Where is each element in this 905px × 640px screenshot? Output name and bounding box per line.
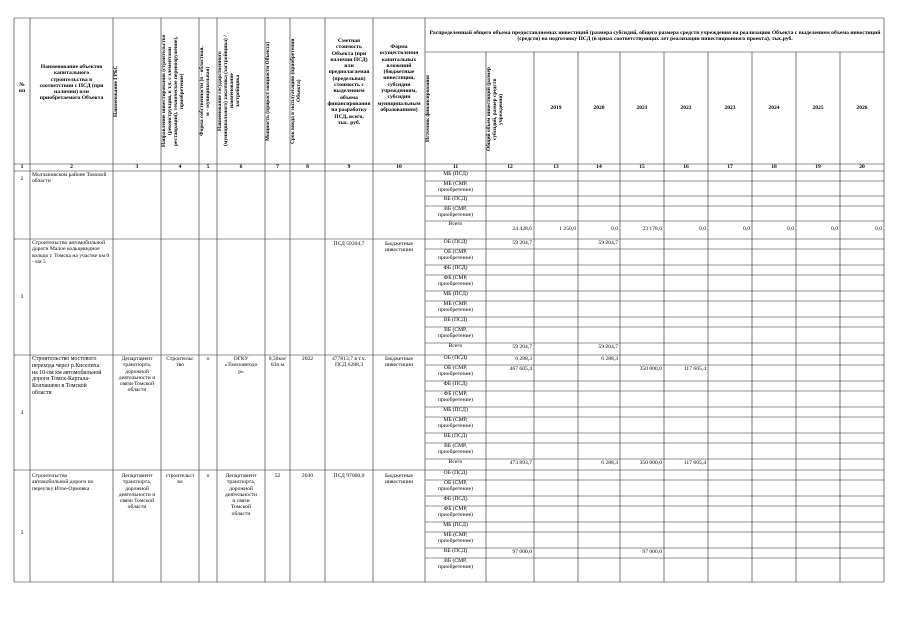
- header-investment-form: Форма осуществления капитальных вложений (бюджетные инвестиции, субсидии учреждениям, субсидии муниципальным образованиям): [377, 44, 421, 113]
- column-number: 13: [553, 164, 559, 170]
- block3-investment-form: Бюджетные инвестиции: [384, 356, 414, 369]
- header-estimate: Сметная стоимость Объекта (при наличии ПСД) или предполагаемая (предельная) стоимость с выделением объема финансирования на разработку ПСД, всего, тыс. руб.: [327, 38, 371, 126]
- year-header-2023: 2023: [724, 105, 736, 111]
- total-cell: 0,0: [787, 226, 794, 232]
- source-label: ВБ (ПСД): [443, 548, 468, 554]
- total-cell: 0,0: [831, 226, 838, 232]
- header-total-volume: Общий объем инвестиций (размер субсидий, размер средств учреждения): [486, 67, 504, 151]
- block4-number: 5: [20, 530, 24, 536]
- column-number: 7: [276, 164, 279, 170]
- total-cell: 0,0: [699, 226, 706, 232]
- value-cell: 350 000,0: [639, 460, 662, 466]
- source-label: ВБ (СМР, приобретение): [438, 206, 473, 218]
- header-source: Источник финансирования: [425, 75, 431, 143]
- value-cell: 117 605,4: [683, 366, 706, 372]
- value-cell: 6 288,3: [601, 460, 618, 466]
- column-number: 9: [347, 164, 351, 170]
- block3-capacity: 0,50км/ 63п.м: [268, 356, 287, 369]
- block3-estimate: 477813,7 в т.ч. ПСД 6288,3: [331, 356, 367, 369]
- source-label: ФБ (ПСД): [443, 496, 468, 502]
- column-number: 8: [306, 164, 309, 170]
- source-label: МБ (СМР, приобретение): [438, 301, 473, 313]
- source-label: МБ (СМР, приобретение): [438, 181, 473, 193]
- block4-estimate: ПСД 97000,0: [333, 473, 365, 479]
- source-label: МБ (СМР, приобретение): [438, 417, 473, 429]
- source-label: ВБ (ПСД): [443, 433, 468, 439]
- header-ownership: Форма собственности (в - областная, м - муниципальная): [199, 46, 211, 136]
- header-commissioning: Срок ввода в эксплуатацию (приобретения Объекта): [290, 38, 302, 144]
- column-number: 1: [20, 164, 24, 170]
- block2-estimate: ПСД 59204,7: [333, 241, 365, 247]
- block3-direction: Строительс тво: [166, 356, 194, 369]
- year-header-2020: 2020: [593, 105, 605, 111]
- source-label: ФБ (ПСД): [443, 265, 468, 271]
- year-header-2025: 2025: [812, 105, 824, 111]
- source-label: ФБ (СМР, приобретение): [438, 506, 473, 518]
- source-label: ОБ (ПСД): [443, 239, 468, 245]
- source-label: ОБ (СМР, приобретение): [438, 480, 473, 492]
- value-cell: 59 204,7: [512, 344, 532, 350]
- value-cell: 350 000,0: [639, 366, 662, 372]
- total-cell: 0,0: [875, 226, 882, 232]
- block4-customer: Департамент транспорта, дорожной деятельности и связи Томской области: [224, 473, 258, 517]
- block3-year: 2022: [301, 356, 314, 362]
- source-label: ОБ (СМР, приобретение): [438, 365, 473, 377]
- block3-grbs: Департамент транспорта, дорожной деятельности и связи Томской области: [118, 356, 156, 394]
- year-header-2021: 2021: [636, 105, 648, 111]
- block4-direction: строительст во: [165, 473, 195, 486]
- year-header-2026: 2026: [856, 105, 868, 111]
- source-label: Всего: [448, 343, 463, 349]
- total-cell: 0,0: [743, 226, 750, 232]
- block4-object-name: Строительство автомобильной дороги по переулку Итое-Ормовка: [32, 473, 94, 492]
- column-number: 2: [70, 164, 73, 170]
- block4-year: 2030: [301, 473, 314, 479]
- total-cell: 23 178,6: [642, 226, 662, 232]
- source-label: ОБ (СМР, приобретение): [438, 249, 473, 261]
- value-cell: 6 288,3: [515, 356, 532, 362]
- source-label: ОБ (ПСД): [443, 470, 468, 476]
- year-header-2019: 2019: [550, 105, 562, 111]
- column-number: 16: [683, 164, 689, 170]
- column-number: 4: [178, 164, 182, 170]
- header-capacity: Мощность (прирост мощности Объекта): [265, 41, 271, 141]
- block4-investment-form: Бюджетные инвестиции: [384, 473, 414, 486]
- block3-number: 4: [20, 410, 24, 416]
- value-cell: 467 605,4: [509, 366, 532, 372]
- block1-number: 2: [20, 176, 24, 182]
- block4-capacity: 52: [274, 473, 281, 479]
- block4-ownership: о: [206, 473, 210, 479]
- block1-object-name: Молчановском районе Томской области: [32, 172, 107, 185]
- source-label: ФБ (ПСД): [443, 381, 468, 387]
- header-number: № пп: [18, 82, 26, 95]
- block2-investment-form: Бюджетные инвестиции: [384, 241, 414, 254]
- source-label: МБ (СМР, приобретение): [438, 532, 473, 544]
- source-label: Всего: [448, 221, 463, 227]
- column-number: 19: [815, 164, 821, 170]
- value-cell: 473 893,7: [509, 460, 532, 466]
- column-number: 15: [639, 164, 645, 170]
- source-label: ВБ (СМР, приобретение): [438, 327, 473, 339]
- block2-object-name: Строительство автомобильной дороги Малое кольцевидное кольцо г. Томска на участке км 0 - км 5: [32, 240, 110, 265]
- block2-number: 3: [20, 294, 24, 300]
- source-label: Всего: [448, 459, 463, 465]
- source-label: МБ (ПСД): [443, 407, 468, 413]
- value-cell: 97 000,0: [642, 549, 662, 555]
- source-label: ФБ (СМР, приобретение): [438, 391, 473, 403]
- column-number: 18: [771, 164, 777, 170]
- source-label: МБ (ПСД): [443, 522, 468, 528]
- year-header-2022: 2022: [680, 105, 692, 111]
- block4-grbs: Департамент транспорта, дорожной деятельности и связи Томской области: [118, 473, 156, 511]
- column-number: 6: [239, 164, 243, 170]
- header-object-name: Наименование объектов капитального строительства в соответствии с ПСД (при наличии) или приобретаемого Объекта: [39, 64, 104, 102]
- value-cell: 6 288,3: [601, 356, 618, 362]
- total-cell: 1 250,0: [559, 226, 576, 232]
- header-distribution: Распределенный общего объема предоставляемых инвестиций (размера субсидий, общего размера средств учреждения на реализацию Объекта с выделением объема инвестиций (средств) на подготовку ПСД (в ценах соответствующих лет реализации инвестиционного проекта), тыс.руб.: [429, 30, 881, 43]
- value-cell: 117 605,4: [683, 460, 706, 466]
- block3-ownership: о: [206, 356, 210, 362]
- source-label: ВБ (СМР, приобретение): [438, 443, 473, 455]
- block3-customer: ОГКУ «Томскавтодо р»: [224, 356, 258, 375]
- column-number: 3: [135, 164, 139, 170]
- header-grbs: Наименование ГРБС: [113, 65, 119, 117]
- column-number: 20: [859, 164, 865, 170]
- value-cell: 59 204,7: [598, 240, 618, 246]
- year-header-2024: 2024: [768, 105, 780, 111]
- column-number: 12: [507, 164, 513, 170]
- block3-object-name: Строительство мостового перехода через р.Киселиха на 10-ом км автомобильной дороги Томск-Каргала- Колпашево в Томской области: [32, 356, 102, 396]
- source-label: ВБ (ПСД): [443, 317, 468, 323]
- source-label: МБ (ПСД): [443, 291, 468, 297]
- header-customer: Наименование государственного (муниципального) заказчика (застройщика) / наименование застройщика: [217, 35, 241, 147]
- value-cell: 97 000,0: [512, 549, 532, 555]
- source-label: МБ (ПСД): [443, 171, 468, 177]
- source-label: ФБ (СМР, приобретение): [438, 275, 473, 287]
- source-label: ВБ (ПСД): [443, 196, 468, 202]
- column-number: 11: [452, 164, 459, 170]
- value-cell: 59 204,7: [598, 344, 618, 350]
- header-direction: Направление инвестирования (строительство (реконструкция, в т.ч. с элементами реставрации), техническое перевооружение), приобретение): [161, 34, 185, 148]
- column-number: 10: [396, 164, 402, 170]
- source-label: ВБ (СМР, приобретение): [438, 558, 473, 570]
- column-number: 17: [727, 164, 733, 170]
- column-number: 5: [206, 164, 210, 170]
- total-cell: 0,0: [611, 226, 618, 232]
- column-number: 14: [596, 164, 602, 170]
- source-label: ОБ (ПСД): [443, 355, 468, 361]
- value-cell: 59 204,7: [512, 240, 532, 246]
- total-cell: 24 428,6: [512, 226, 532, 232]
